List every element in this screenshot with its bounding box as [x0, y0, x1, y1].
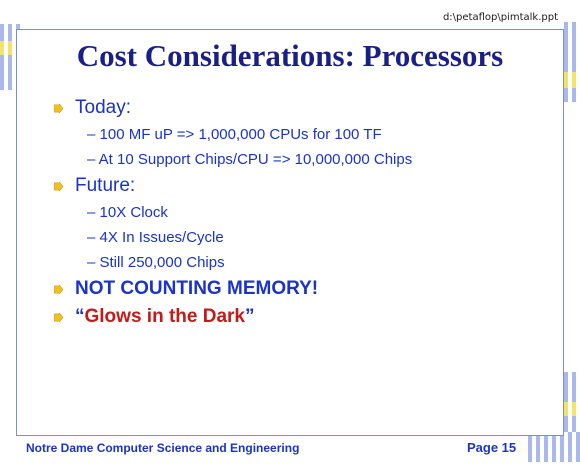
yellow-arrow-bullet-icon [54, 313, 63, 322]
subitem: – 10X Clock [87, 204, 168, 221]
decorative-stripes-right-top [564, 22, 580, 102]
subitem: – 100 MF uP => 1,000,000 CPUs for 100 TF [87, 126, 382, 143]
bullet-not-counting-memory [54, 275, 554, 303]
subitem: – At 10 Support Chips/CPU => 10,000,000 Chips [87, 151, 413, 168]
bullet-future [54, 172, 554, 200]
bullet-glows-in-the-dark [54, 303, 554, 331]
open-quote: “ [75, 306, 85, 327]
file-path: d:\petaflop\pimtalk.ppt [442, 12, 558, 23]
bullet-text: Today: [75, 97, 131, 118]
yellow-arrow-bullet-icon [54, 182, 63, 191]
yellow-arrow-bullet-icon [54, 285, 63, 294]
footer-organization: Notre Dame Computer Science and Engineering [26, 441, 300, 455]
subitem: – Still 250,000 Chips [87, 254, 225, 271]
bullet-text-red: Glows in the Dark [84, 306, 245, 327]
decorative-stripes-right-bottom [564, 372, 580, 432]
decorative-stripes-bottom-right [528, 432, 580, 462]
bullet-list [54, 94, 554, 331]
bullet-today [54, 94, 554, 122]
slide-title: Cost Considerations: Processors [76, 38, 504, 73]
bullet-text: NOT COUNTING MEMORY! [75, 278, 319, 299]
bullet-text: Future: [75, 175, 136, 196]
page-number: Page 15 [467, 440, 517, 455]
subitem: – 4X In Issues/Cycle [87, 229, 224, 246]
yellow-arrow-bullet-icon [54, 104, 63, 113]
close-quote: ” [244, 306, 255, 327]
